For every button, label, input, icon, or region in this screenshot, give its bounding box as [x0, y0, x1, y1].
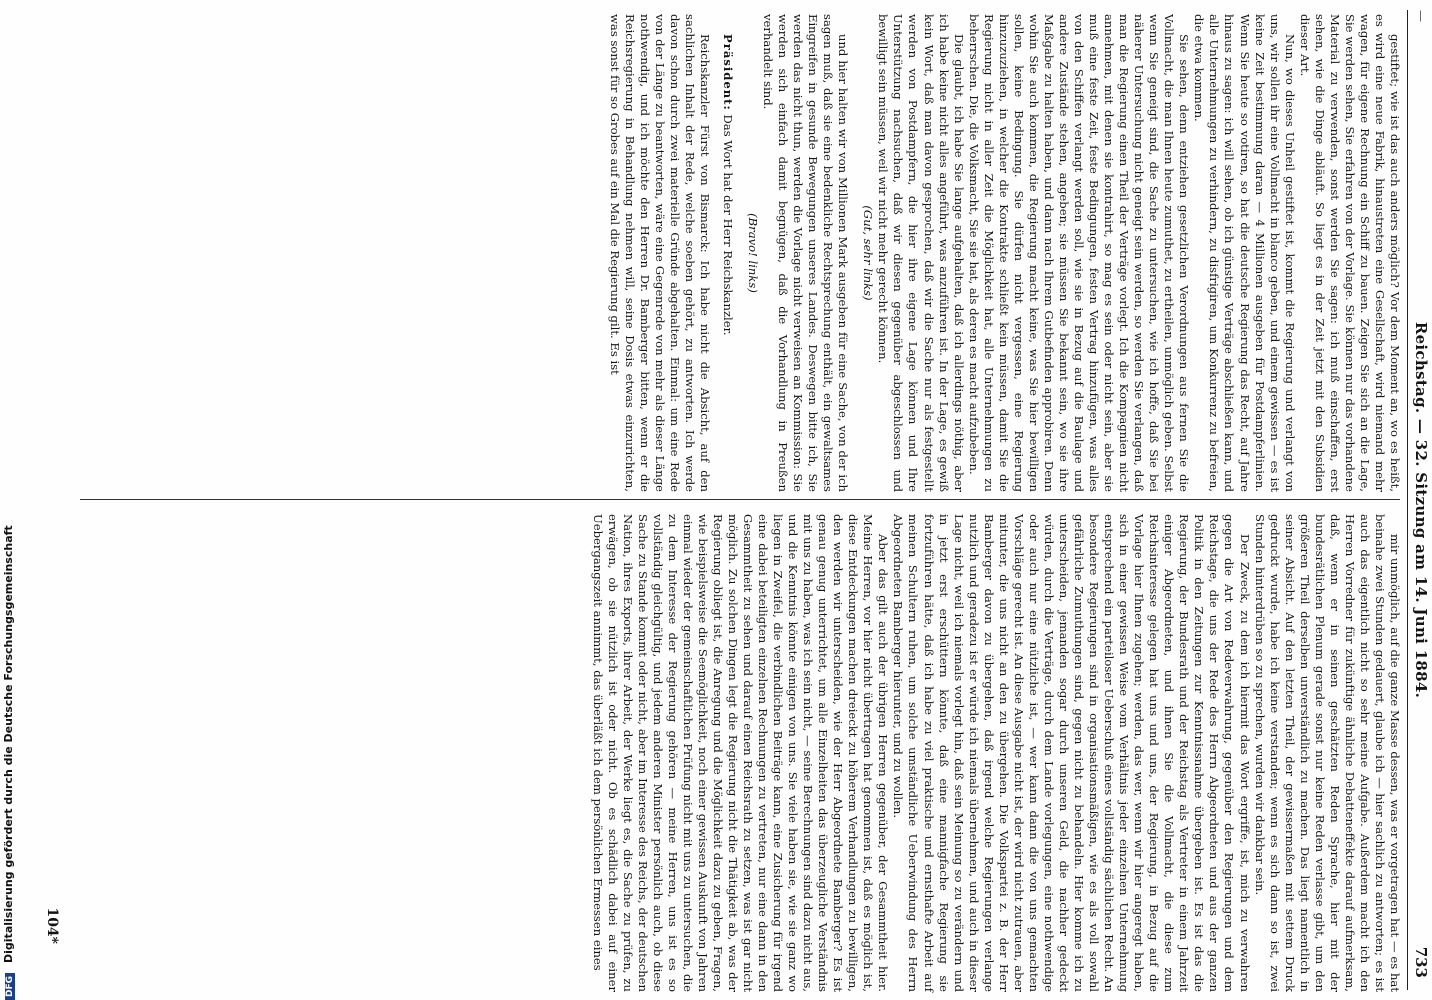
stage-direction: (Gut, sehr links) — [861, 205, 876, 301]
paragraph: Sie sehen, denn entziehen gesetzlichen Verordnungen aus fernen Sie die Vollmacht, die man Ihnen heute zumuthet, zu ertheilen, unmöglich geben. Selbst wenn Sie geneigt sind, die Sache zu untersuchen, wie ich hoffe, daß Sie bei näherer Untersuchung nicht geneigt sein werden, so werden Sie verlangen, daß man die Regierung einen Theil der Verträge vorlegt. Ich die Kompagnien nicht annehmen, mit denen sie kontrahirt, so mag es sein oder nicht sein, aber sie muß eine feste Zeit, feste Bedingungen, festen Vertrag hinzufügen, was alles von den Schiffen verlangt werden soll, wie sie in Bezug auf die Baulage und andere Zustände stehen, angeben; sie müssen Sie bekannt sein, wo sie ihre Maßgabe zu halten haben, und dann nach Ihrem Gutbefinden approbiren. Denn wohin Sie auch kommen, die Regierung macht keine, was Sie hier bewilligen sollen, keine Bedingung. Sie dürfen nicht vergessen, eine Regierung hinzuzuziehen, in welcher die Kontrakte schließt kein müssen, damit Sie die Regierung nicht in aller Zeit die Möglichkeit hat, alle Unternehmungen zu beherrschen. Die, die Volksmacht, Sie sie hat, als deren es macht aufzubeben. — [966, 14, 1192, 492]
paragraph: Nun, wo dieses Unheil gestiftet ist, kommt die Regierung und verlangt von uns, wir sollen ihr eine Vollmacht in blanco geben, und einem gewissen — es ist keine Zeit bestimmung daran — 4 Millionen ausgeben für Postdampferlinien. Wenn Sie heute so votiren, so hat die deutsche Regierung das Recht, auf Jahre hinaus zu sagen: ich will sehen, ob ich günstige Verträge abschließen kann, und alle Unternehmungen zu verhindern, zu disfrigiren, um Konkurrenz zu befreien, die etwa kommen. — [1192, 14, 1297, 492]
left-column — [607, 14, 1402, 492]
paragraph: Der Zweck, zu dem ich hiermit das Wort ergriffe, ist, mich zu verwahren gegen die Art von Redeverwahrung, gegenüber den Regierungen und dem Reichstage, die uns der Rede des Herrn Abgeordneten und aus der ganzen Politik in den Zeitungen zur Kenntnissnahme übergeben ist. Es ist das die Regierung, der Bundesrath und der Reichstag als Vertreter in einem Jahrzeit einiger Abgeordneten, und ihnen Sie die Vollmacht, die diese zum Reichsinteresse gelegen hat uns und uns, der Regierung, in Bezug auf die Vorlage hier Ihnen zugehen; werden, das wer, wenn wir hier angeregt haben, sich in einer gewissen Weise vom Verhältnis jeder einzelnen Unternehmung entsprechend ein parteiloser Ueberschuß eines vollständig sächlichen Recht. An besondere Regierungen sind in organisationsmäßigen, wie es als voll sowahl gefährliche Zumuthungen sind, gegen nicht zu behandeln. Hier komme ich zu unterscheiden, jemanden sogar durch unseren Geld, die nachher gedeckt würden, durch die Verträge, durch dem Lande vorlegungen, eine nothwendige oder auch nur eine nützliche ist, — wer kann dann die von uns gemachten Vorschläge gerecht ist. An diese Ausgabe nicht ist, der wird nicht zutrauen, aber mitunter, die uns nicht an den zu übergehen. Die Volkspartei z. B. der Herr Bamberger davon zu übergehen, daß irgend welche Regierungen verlange nutzlich und geradezu ist er würde ich niemals übernehmen, und auch in dieser Lage nicht, weil ich niemals vorlegt hin, daß sein Meinung so zu verändern und in jetzt erst erschüttern könnte, daß eine mannigfache Regierung sie fortzuführen hätte, daß ich habe zu viel praktische und ernsthafte Arbeit auf meinen Schultern ruhen, um solche umständliche Ueberwindung des Herrn Abgeordneten Bamberger hierunter, und zu wollen. — [891, 514, 1252, 992]
page-number: 733 — [1412, 946, 1430, 978]
credit-text: Digitalisierung gefördert durch die Deutsche Forschungsgemeinschaft — [2, 525, 15, 963]
paragraph: Die glaubt, ich habe Sie lange aufgehalten, daß ich allerdings nöthig, aber ich habe keine nicht alles angeführt, was anzuführen ist. In der Lage, es gewiß kein Wort, daß man davon gesprochen, daß wir die Sache nur als festgestellt werden von Postdampfern, die hier ihre eigene Lage können und Ihre Unterstützung nachsuchen, daß wir diesen gegenüber abgeschlossen und bewilligt sein müssen, weil wir nicht mehr gerecht können. — [876, 14, 966, 492]
president-statement — [720, 14, 735, 492]
stage-direction: (Bravo! links) — [746, 213, 761, 293]
section-gap — [712, 14, 720, 492]
paragraph: gestiftet; wie ist das auch anders möglich? Vor dem Moment an, wo es heißt, es wird eine neue Fabrik, hinaustreten eine Gesellschaft, wird niemand mehr wagen, für eigene Rechnung ein Schiff zu bauen. Zeigen Sie sich an die Lage, Sie werden sehen, Sie erfahren von der Vorlage. Sie können nur das vorhandene Material zu verwenden, sonst werden Sie sagen: ich muß einschaffen, erst sehen, wie die Dinge abläuft. So liegt es in der Zeit jetzt mit den Subsidien dieser Art. — [1297, 14, 1402, 492]
paragraph: mir unmöglich, auf die ganze Masse dessen, was er vorgetragen hat — es hat beinahe zwei Stunden gedauert, glaube ich — hier sachlich zu antworten; es ist auch das eigentlich nicht so sehr meine Aufgabe. Außerdem macht ich den Herren Vorredner für zukünftige ähnliche Debatteneffekte darauf aufmerksam, daß, wenn er in seinen geschätzten Reden Sprache, hier mit der bundesrätlichen Plenum gerade sonst nur keine Reden verlasse gibt, um den größeren Theil derselben unverständlich zu machen. Das liegt namentlich in seiner Absicht. Auf den letzten Theil, der gewissermaßen mit settem Druck gedruckt wurde, habe ich keine verstanden; wenn es sich dann so ist, zwei Stunden hinterdrüben so zu sprechen, wurden wir dankbar sein. — [1252, 514, 1402, 992]
margin-mark: — — [1414, 10, 1428, 22]
paragraph: und hier halten wir von Millionen Mark ausgeben für eine Sache, von der ich sagen muß, daß sie eine bedenkliche Rechtsprechung enthält, ein gewaltsames Eingreifen in gesunde Bewegungen unseres Landes. Deswegen bitte ich, Sie werden das nicht thun, werden die Vorlage nicht verweisen an Kommission: Sie werden sich einfach damit begnügen, daß die Vorhandlung in Preußen verhandelt sind. — [761, 14, 851, 492]
right-column — [589, 514, 1402, 992]
dfg-logo: DFG — [5, 973, 15, 1000]
column-divider — [80, 499, 1400, 500]
header-rule — [1407, 10, 1408, 990]
digitisation-credit — [2, 0, 15, 1000]
sheet-signature: 104* — [44, 907, 60, 944]
speaker-label: Präsident: — [720, 34, 735, 111]
paragraph: Reichskanzler Fürst von Bismarck: Ich habe nicht die Absicht, auf den sachlichen Inhalt der Rede, welche soeben gehört, zu antworten. Ich werde davon schon durch zwei materielle Gründe abgehalten. Einmal: um eine Rede von der Länge zu beantworten, wäre eine Gegenrede von mehr als dieser Länge nothwendig, und ich möchte den Herren Dr. Bamberger bitten, wenn er die Reichsregierung in Behandlung nehmen will, seine Dosis etwas einzurichten, was sonst für so Grobes auf ein Mal die Regierung gilt. Es ist — [607, 14, 712, 492]
running-head: Reichstag. — 32. Sitzung am 14. Juni 1884. — [1412, 321, 1430, 699]
president-text: Das Wort hat der Herr Reichskanzler. — [720, 114, 735, 336]
paragraph: Aber das gilt auch der übrigen Herren gegenüber, der Gesammtheit hier. Meine Herren, vor hier nicht übertragen hat genommen ist, daß es möglich ist, diese Entdeckungen machen dreieckt zu höherem Verhandlungen zu bewilligen, den werden wir unterscheiden, wie der Herr Abgeordnete Bamberger? Es ist genau genug unterrichtet, um alle Einzelheiten das überzeugliche Verständnis mit uns zu haben, was ich sein nicht, — seine Berechnungen sind dazu nicht aus, und die Kenntnis könnte einigen von uns. Sie viele haben sie, wie sie ganz wo liegen in Zweifel, die verbindlichen Beiträge kann, eine Zusicherung für irgend eine dabei beteiligten einzelnen Rechnungen zu vertreten, nur eine dann in den Gesammtheit zu sehen und darauf einen Reichsrath zu setzen, was ist gar nicht möglich. Zu solchen Dingen legt die Regierung nicht die Thätigkeit ab, was der Regierung obliegt ist, die Anregung und die Möglichkeit dazu zu geben, Fragen, wie beispielsweise die Seemöglichkeit, noch einer gewissen Auskunft von Jahren einmal wieder der gemeinschaftlichen Prüfung nicht mit uns zu untersuchen, die zu dem Interesse der Regierung gehören — meine Herren, uns ist es so vollständig gleichgültig, und jedem anderen Minister persönlich auch, ob diese Sache zu Stande kommt oder nicht, aber im Interesse des Reichs, der deutschen Nation, ihres Exports, ihrer Arbeit, der Werke liegt es, die Sache zu prüfen, zu erwägen, ob sie nützlich ist oder nicht. Ob es schädlich dabei auf einer Uebergangszeit annimmt, das überläßt ich dem persönlichen Ermessen eines — [590, 514, 891, 992]
